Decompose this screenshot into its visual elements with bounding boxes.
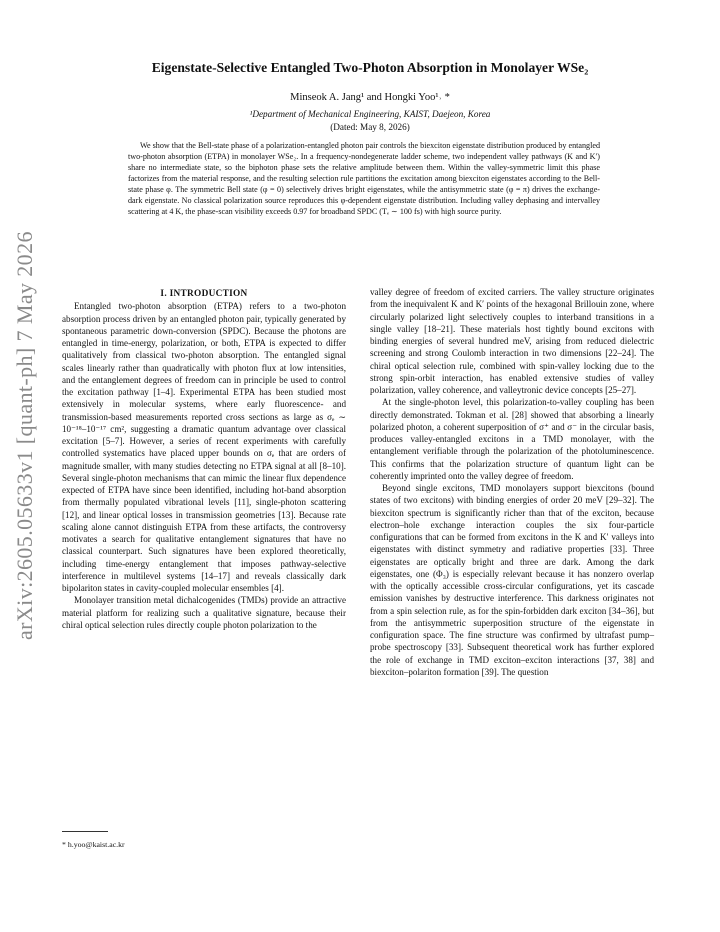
arxiv-stamp: arXiv:2605.05633v1 [quant-ph] 7 May 2026 (12, 231, 37, 640)
paper-title: Eigenstate-Selective Entangled Two-Photon Absorption in Monolayer WSe₂ (151, 60, 589, 75)
paragraph: Monolayer transition metal dichalcogenides (TMDs) provide an attractive material platform for realizing such a qualitative signature, because their chiral optical selection rules directly couple photon polarization to the (62, 595, 346, 630)
paragraph: valley degree of freedom of excited carriers. The valley structure originates from the inequivalent K and K′ points of the hexagonal Brillouin zone, where circularly polarized light selectively couples to interband transitions in a single valley [18–21]. These materials host tightly bound excitons with binding energies of several hundred meV, arising from reduced dielectric screening and strong Coulomb interaction in two dimensions [22–24]. The chiral optical selection rule, combined with spin-valley locking due to the strong spin-orbit interaction, has enabled extensive studies of valley polarization, valley coherence, and valleytronic device concepts [25–27]. (370, 287, 654, 395)
paragraph: At the single-photon level, this polarization-to-valley coupling has been directly demonstrated. Tokman et al. [28] showed that absorbing a linearly polarized photon, a coherent superposition of σ⁺ and σ⁻ in the circular basis, produces valley-entangled excitons in a TMD monolayer, with the entanglement verifiable through the polarization of the photoluminescence. This confirms that the polarization structure of quantum light can be coherently imprinted onto the valley degree of freedom. (370, 397, 654, 481)
section-heading: I. INTRODUCTION (160, 289, 248, 299)
paragraph: Entangled two-photon absorption (ETPA) refers to a two-photon absorption process driven by an entangled photon pair, typically generated by spontaneous parametric down-conversion (SPDC). Because the photons are entangled in time-energy, polarization, or both, ETPA is expected to differ qualitatively from classical two-photon absorption. The entangled signal scales linearly rather than quadratically with photon flux at low intensities, and the entanglement degrees of freedom can in principle be used to control the excitation pathway [1–4]. Experimental ETPA has been studied most extensively in molecular systems, where early fluorescence- and transmission-based measurements reported cross sections as large as σₑ ∼ 10⁻¹⁸–10⁻¹⁷ cm², suggesting a dramatic quantum advantage over classical excitation [5–7]. However, a series of recent experiments with carefully controlled systematics have placed upper bounds on σₑ that are orders of magnitude smaller, with many studies detecting no ETPA signal at all [8–10]. Several single-photon mechanisms that can mimic the linear flux dependence expected of ETPA have since been identified, including hot-band absorption from thermally populated vibrational levels [11], single-photon scattering [12], and linear optical losses in transmission geometries [13]. Because rate scaling alone cannot distinguish ETPA from these artifacts, the controversy motivates a search for qualitative entanglement signatures that have no classical counterpart. Such signatures have been explored theoretically, including time-energy entanglement that imposes pathway-selective interference in multilevel systems [14–17] and reveals classically dark bipolariton states in cavity-coupled molecular ensembles [4]. (62, 301, 346, 593)
right-column (370, 286, 654, 678)
footnote: * h.yoo@kaist.ac.kr (62, 840, 125, 849)
paragraph: Beyond single excitons, TMD monolayers support biexcitons (bound states of two excitons) with binding energies of order 20 meV [29–32]. The biexciton spectrum is significantly richer than that of the exciton, because electron–hole exchange interaction couples the six four-particle configurations that can be formed from excitons in the K and K′ valleys into eigenstates with distinct symmetry and radiative properties [33]. Three eigenstates are optically bright and three are dark. Among the dark eigenstates, one (Φ₃) is especially relevant because it has nonzero overlap with the optically accessible cross-circular configurations, yet its cascade emission vanishes by destructive interference. This darkness originates not from a spin selection rule, as for the spin-forbidden dark exciton [34–36], but from the antisymmetric superposition structure of the eigenstate in configuration space. The fine structure was confirmed by ultrafast pump–probe spectroscopy [33]. Subsequent theoretical work has further explored the role of exchange in TMD exciton–exciton interactions [37, 38] and biexciton–polariton formation [39]. The question (370, 483, 654, 677)
affiliation: ¹Department of Mechanical Engineering, KAIST, Daejeon, Korea (249, 109, 491, 119)
abstract: We show that the Bell-state phase of a polarization-entangled photon pair controls the biexciton eigenstate distribution produced by entangled two-photon absorption (ETPA) in monolayer WSe₂. In a frequency-nondegenerate ladder scheme, two independent valley pathways (K and K′) share no intermediate state, so the biphoton phase sets the relative amplitude between them. Within the valley-symmetric limit this phase factorizes from the material response, and the resulting selection rule partitions the excitation among biexciton eigenstates according to the Bell-state phase φ. The symmetric Bell state (φ = 0) selectively drives bright eigenstates, while the antisymmetric state (φ = π) drives the exchange-dark eigenstate. No classical polarization source reproduces this φ-dependent eigenstate distribution. Including valley dephasing and intervalley scattering at 4 K, the phase-scan visibility exceeds 0.97 for broadband SPDC (Tₑ ∼ 100 fs) with high source purity. (128, 141, 600, 217)
footnote-rule (62, 831, 108, 832)
left-column (62, 288, 346, 631)
author-list: Minseok A. Jang¹ and Hongki Yoo¹˒ * (290, 92, 450, 103)
date-line: (Dated: May 8, 2026) (330, 122, 410, 132)
